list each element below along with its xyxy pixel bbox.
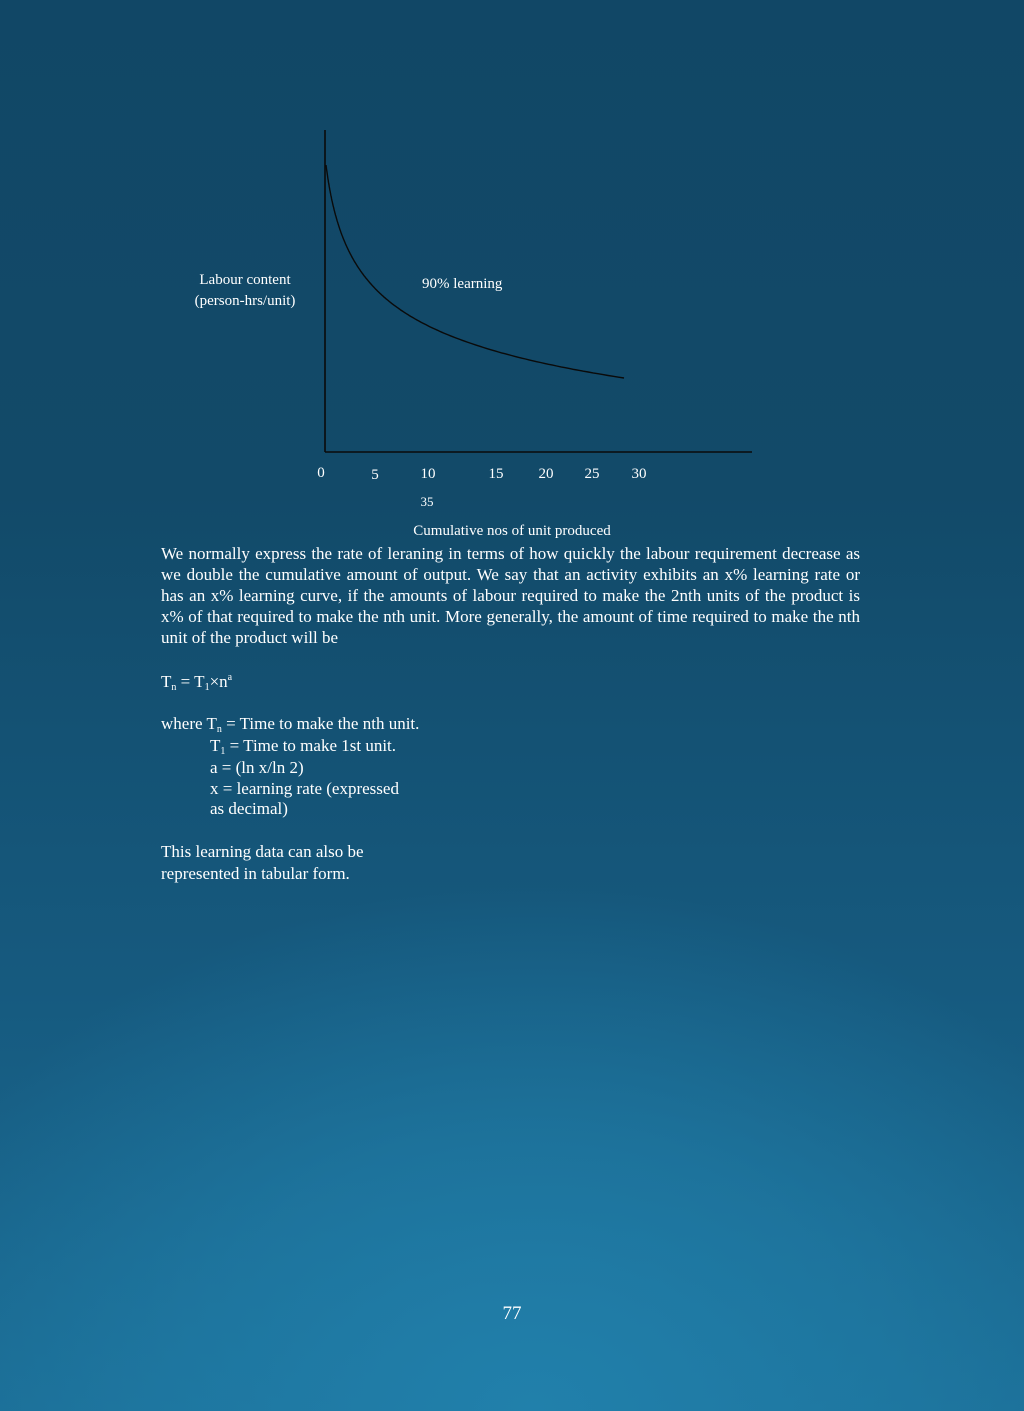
- y-axis-label-line: (person-hrs/unit): [194, 293, 296, 309]
- def-t1-rest: = Time to make 1st unit.: [225, 736, 397, 755]
- def-t1-sub: 1: [220, 746, 226, 757]
- y-axis-label: [180, 270, 310, 312]
- body-paragraph: We normally express the rate of leraning in terms of how quickly the labour requirement decrease as we double the cumulative amount of output. We say that an activity exhibits an x% learning rate or has an x% learning curve, if the amounts of labour required to make the 2nth units of the product is x% of that required to make the nth unit. More generally, the amount of time required to make the nth unit of the product will be: [161, 544, 860, 647]
- formula-t1: T: [194, 672, 205, 691]
- x-tick-label: 15: [488, 466, 504, 482]
- series-label: 90% learning: [422, 276, 503, 292]
- formula-lhs-sub: n: [171, 682, 177, 693]
- definition-a: a = (ln x/ln 2): [210, 758, 304, 777]
- x-tick-label: 25: [584, 466, 600, 482]
- where-rest: = Time to make the nth unit.: [221, 714, 420, 733]
- x-tick-label: 10: [420, 466, 436, 482]
- closing-text: [161, 841, 364, 885]
- closing-line: represented in tabular form.: [161, 864, 350, 883]
- y-axis-label-line: Labour content: [199, 272, 291, 288]
- x-tick-label-extra: 35: [420, 494, 434, 509]
- closing-line: This learning data can also be: [161, 842, 364, 861]
- definition-t1: [210, 735, 396, 756]
- series-line-90-learning: [326, 165, 624, 378]
- formula-eq: =: [176, 672, 195, 691]
- formula-n: n: [219, 672, 228, 691]
- x-tick-label: 0: [317, 465, 325, 481]
- definition-tn: [161, 713, 419, 734]
- x-axis-label: Cumulative nos of unit produced: [413, 523, 611, 539]
- x-tick-label: 30: [631, 466, 647, 482]
- where-sub: n: [216, 724, 222, 735]
- learning-curve-chart: [0, 0, 1024, 560]
- page-number: 77: [502, 1303, 522, 1324]
- x-tick-label: 5: [371, 467, 379, 483]
- definition-x: x = learning rate (expressed: [210, 779, 399, 798]
- where-prefix: where T: [161, 714, 217, 733]
- formula-times: ×: [209, 672, 220, 691]
- x-tick-label: 20: [538, 466, 554, 482]
- formula-t1-sub: 1: [204, 682, 210, 693]
- definition-x-cont: as decimal): [210, 799, 288, 818]
- learning-formula: [161, 671, 232, 692]
- def-t1: T: [210, 736, 221, 755]
- formula-exp: a: [227, 672, 233, 683]
- formula-lhs: T: [161, 672, 172, 691]
